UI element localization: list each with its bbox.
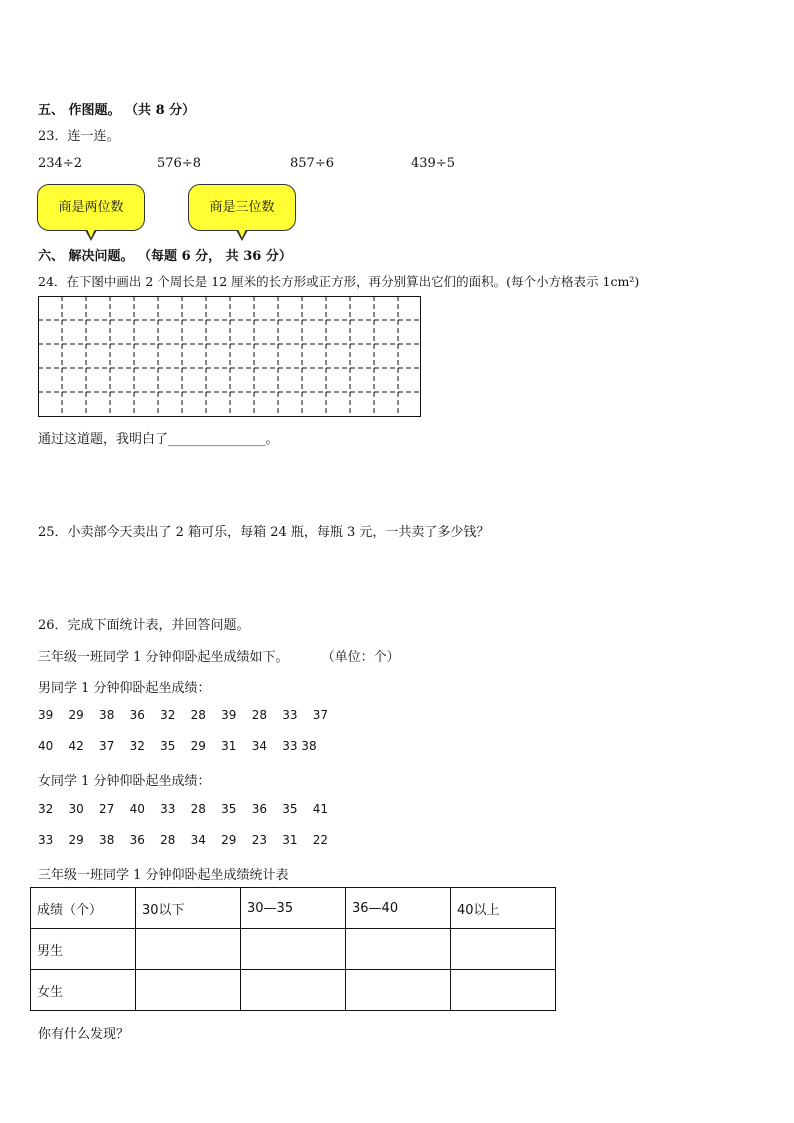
q23-expression-1: 234÷2 [38,156,82,171]
q24-drawing-grid[interactable] [38,296,421,417]
table-row [31,970,556,1011]
q23-prompt: 23．连一连。 [38,129,120,144]
q26-table-title: 三年级一班同学 1 分钟仰卧起坐成绩统计表 [38,868,289,883]
bubble-tail [85,230,97,241]
q26-girls-label: 女同学 1 分钟仰卧起坐成绩： [38,774,211,789]
table-cell-input[interactable] [241,970,346,1011]
q26-boys-row-1: 39 29 38 36 32 28 39 28 33 37 [38,708,329,722]
table-cell-input[interactable] [451,970,556,1011]
table-header-cell: 30以下 [136,888,241,929]
bubble-two-digit[interactable] [37,184,145,231]
table-row [31,929,556,970]
bubble-tail [236,230,248,241]
table-cell-input[interactable] [346,970,451,1011]
q23-expression-2: 576÷8 [157,156,201,171]
table-cell-input[interactable] [346,929,451,970]
bubble-three-digit[interactable] [188,184,296,231]
section-5-title: 五、 作图题。 （共 8 分） [38,103,196,118]
section-6-title: 六、 解决问题。 （每题 6 分， 共 36 分） [38,249,292,264]
table-cell-input[interactable] [136,970,241,1011]
table-cell-input[interactable] [241,929,346,970]
q26-girls-row-1: 32 30 27 40 33 28 35 36 35 41 [38,802,329,816]
statistics-table [30,887,556,1011]
table-header-cell: 40以上 [451,888,556,929]
table-row-label: 男生 [31,929,136,970]
table-header-cell: 成绩（个） [31,888,136,929]
table-header-cell: 30—35 [241,888,346,929]
q23-expression-4: 439÷5 [411,156,455,171]
q26-girls-row-2: 33 29 38 36 28 34 29 23 31 22 [38,833,329,847]
table-row-label: 女生 [31,970,136,1011]
q23-expression-3: 857÷6 [290,156,334,171]
table-cell-input[interactable] [136,929,241,970]
q24-conclusion: 通过这道题，我明白了_______________。 [38,432,279,447]
q24-prompt: 24．在下图中画出 2 个周长是 12 厘米的长方形或正方形，再分别算出它们的面积。(每个小方格表示 1cm²) [38,274,640,289]
bubble-two-digit-label: 商是两位数 [58,200,124,215]
q26-prompt: 26．完成下面统计表，并回答问题。 [38,618,250,633]
table-header-cell: 36—40 [346,888,451,929]
q25-prompt: 25．小卖部今天卖出了 2 箱可乐，每箱 24 瓶，每瓶 3 元，一共卖了多少钱？ [38,525,490,540]
table-header-row [31,888,556,929]
table-cell-input[interactable] [451,929,556,970]
q26-intro: 三年级一班同学 1 分钟仰卧起坐成绩如下。 （单位：个） [38,650,400,665]
q26-boys-label: 男同学 1 分钟仰卧起坐成绩： [38,681,211,696]
bubble-three-digit-label: 商是三位数 [209,200,275,215]
q26-question: 你有什么发现？ [38,1027,130,1042]
q26-boys-row-2: 40 42 37 32 35 29 31 34 33 38 [38,739,317,753]
